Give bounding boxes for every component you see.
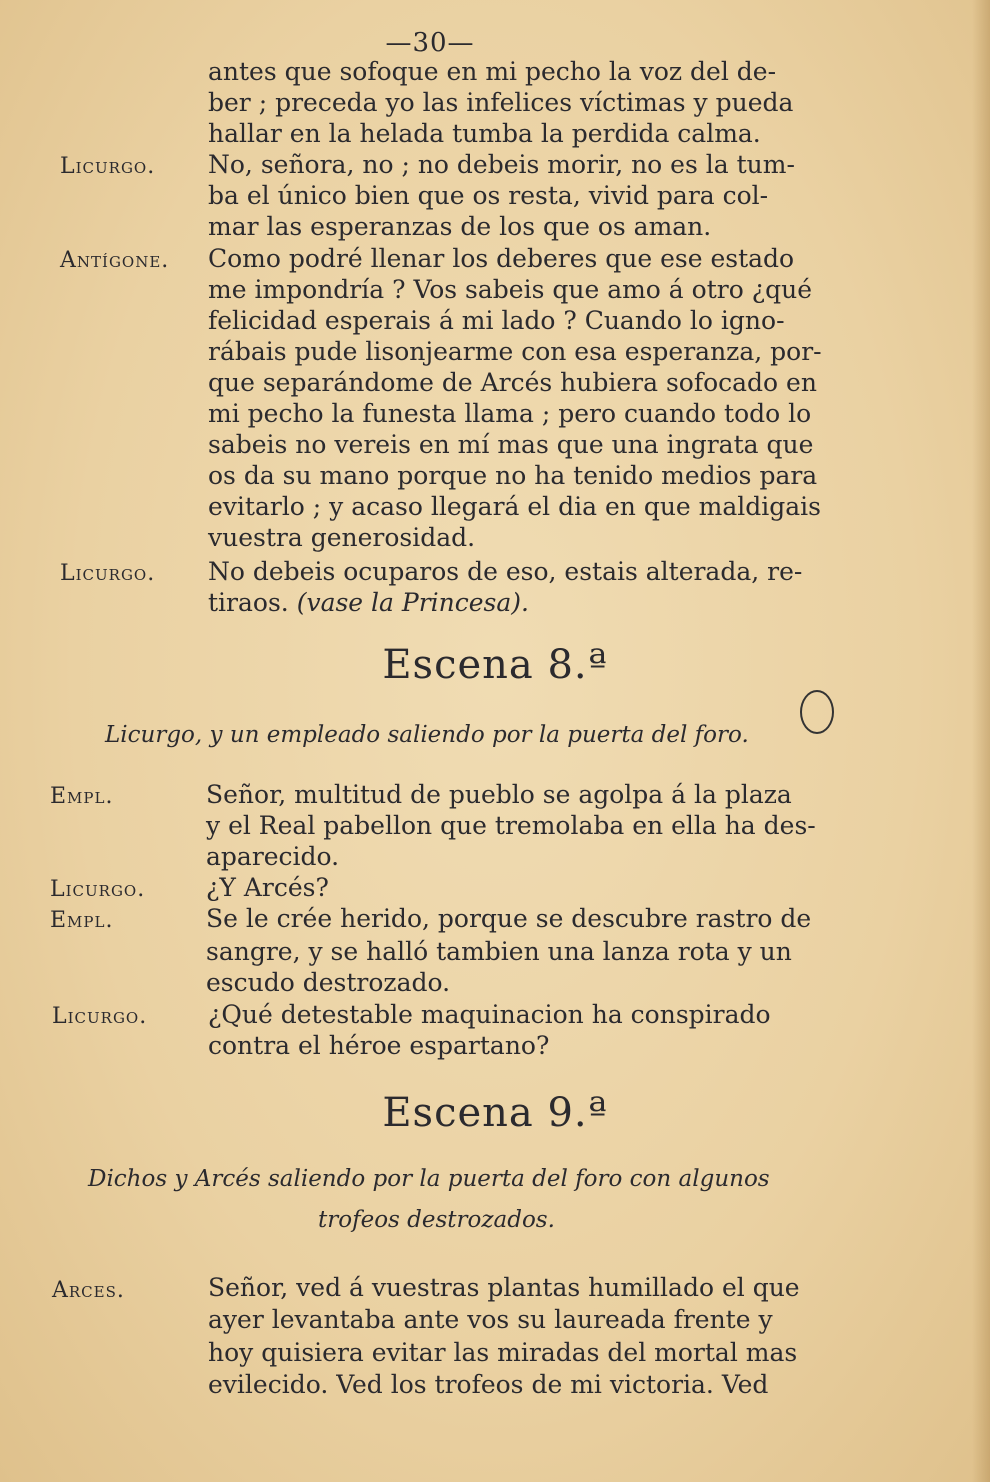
- stage-direction: Dichos y Arcés saliendo por la puerta del foro con algunos: [88, 1166, 770, 1192]
- text-line: ¿Qué detestable maquinacion ha conspirado: [208, 1000, 771, 1029]
- text-line: antes que sofoque en mi pecho la voz del de-: [208, 57, 777, 86]
- speaker-label: Licurgo.: [50, 877, 146, 902]
- text-line: mar las esperanzas de los que os aman.: [208, 212, 712, 241]
- speaker-label: Antígone.: [60, 248, 170, 273]
- text-fragment: tiraos.: [208, 588, 289, 617]
- text-line: felicidad esperais á mi lado ? Cuando lo igno-: [208, 306, 785, 335]
- scene-title: Escena 8.ª: [382, 642, 608, 688]
- text-line: ber ; preceda yo las infelices víctimas y pueda: [208, 88, 794, 117]
- text-line: ¿Y Arcés?: [206, 873, 329, 902]
- text-line: No, señora, no ; no debeis morir, no es la tum-: [208, 150, 795, 179]
- handwritten-mark: [800, 690, 834, 734]
- text-line: hoy quisiera evitar las miradas del mortal mas: [208, 1338, 798, 1367]
- text-line: hallar en la helada tumba la perdida calma.: [208, 119, 761, 148]
- text-line: Como podré llenar los deberes que ese estado: [208, 244, 795, 273]
- stage-direction: trofeos destrozados.: [318, 1207, 555, 1233]
- text-line: me impondría ? Vos sabeis que amo á otro ¿qué: [208, 275, 813, 304]
- text-line: ayer levantaba ante vos su laureada frente y: [208, 1305, 773, 1334]
- stage-direction: Licurgo, y un empleado saliendo por la puerta del foro.: [105, 722, 749, 748]
- text-line: evitarlo ; y acaso llegará el dia en que maldigais: [208, 492, 822, 521]
- speaker-label: Licurgo.: [52, 1004, 148, 1029]
- text-line: sangre, y se halló tambien una lanza rota y un: [206, 937, 792, 966]
- speaker-label: Empl.: [50, 908, 114, 933]
- speaker-label: Licurgo.: [60, 561, 156, 586]
- speaker-label: Licurgo.: [60, 154, 156, 179]
- text-line: Se le crée herido, porque se descubre rastro de: [206, 904, 812, 933]
- text-line: vuestra generosidad.: [208, 523, 476, 552]
- speaker-label: Empl.: [50, 784, 114, 809]
- text-line: que separándome de Arcés hubiera sofocado en: [208, 368, 817, 397]
- text-line: [208, 587, 529, 619]
- text-line: escudo destrozado.: [206, 968, 451, 997]
- page-edge: [972, 0, 990, 1482]
- text-line: Señor, ved á vuestras plantas humillado el que: [208, 1273, 800, 1302]
- speaker-label: Arces.: [52, 1278, 125, 1303]
- text-line: mi pecho la funesta llama ; pero cuando todo lo: [208, 399, 812, 428]
- stage-direction: (vase la Princesa).: [296, 588, 529, 617]
- text-line: Señor, multitud de pueblo se agolpa á la plaza: [206, 780, 792, 809]
- text-line: ba el único bien que os resta, vivid para col-: [208, 181, 769, 210]
- text-line: aparecido.: [206, 842, 340, 871]
- scene-title: Escena 9.ª: [382, 1090, 608, 1136]
- text-line: evilecido. Ved los trofeos de mi victoria. Ved: [208, 1370, 769, 1399]
- text-line: rábais pude lisonjearme con esa esperanza, por-: [208, 337, 822, 366]
- text-line: contra el héroe espartano?: [208, 1031, 550, 1060]
- text-line: os da su mano porque no ha tenido medios para: [208, 461, 818, 490]
- text-line: y el Real pabellon que tremolaba en ella ha des-: [206, 811, 816, 840]
- page-number: —30—: [385, 28, 475, 58]
- text-line: No debeis ocuparos de eso, estais alterada, re-: [208, 557, 803, 586]
- text-line: sabeis no vereis en mí mas que una ingrata que: [208, 430, 814, 459]
